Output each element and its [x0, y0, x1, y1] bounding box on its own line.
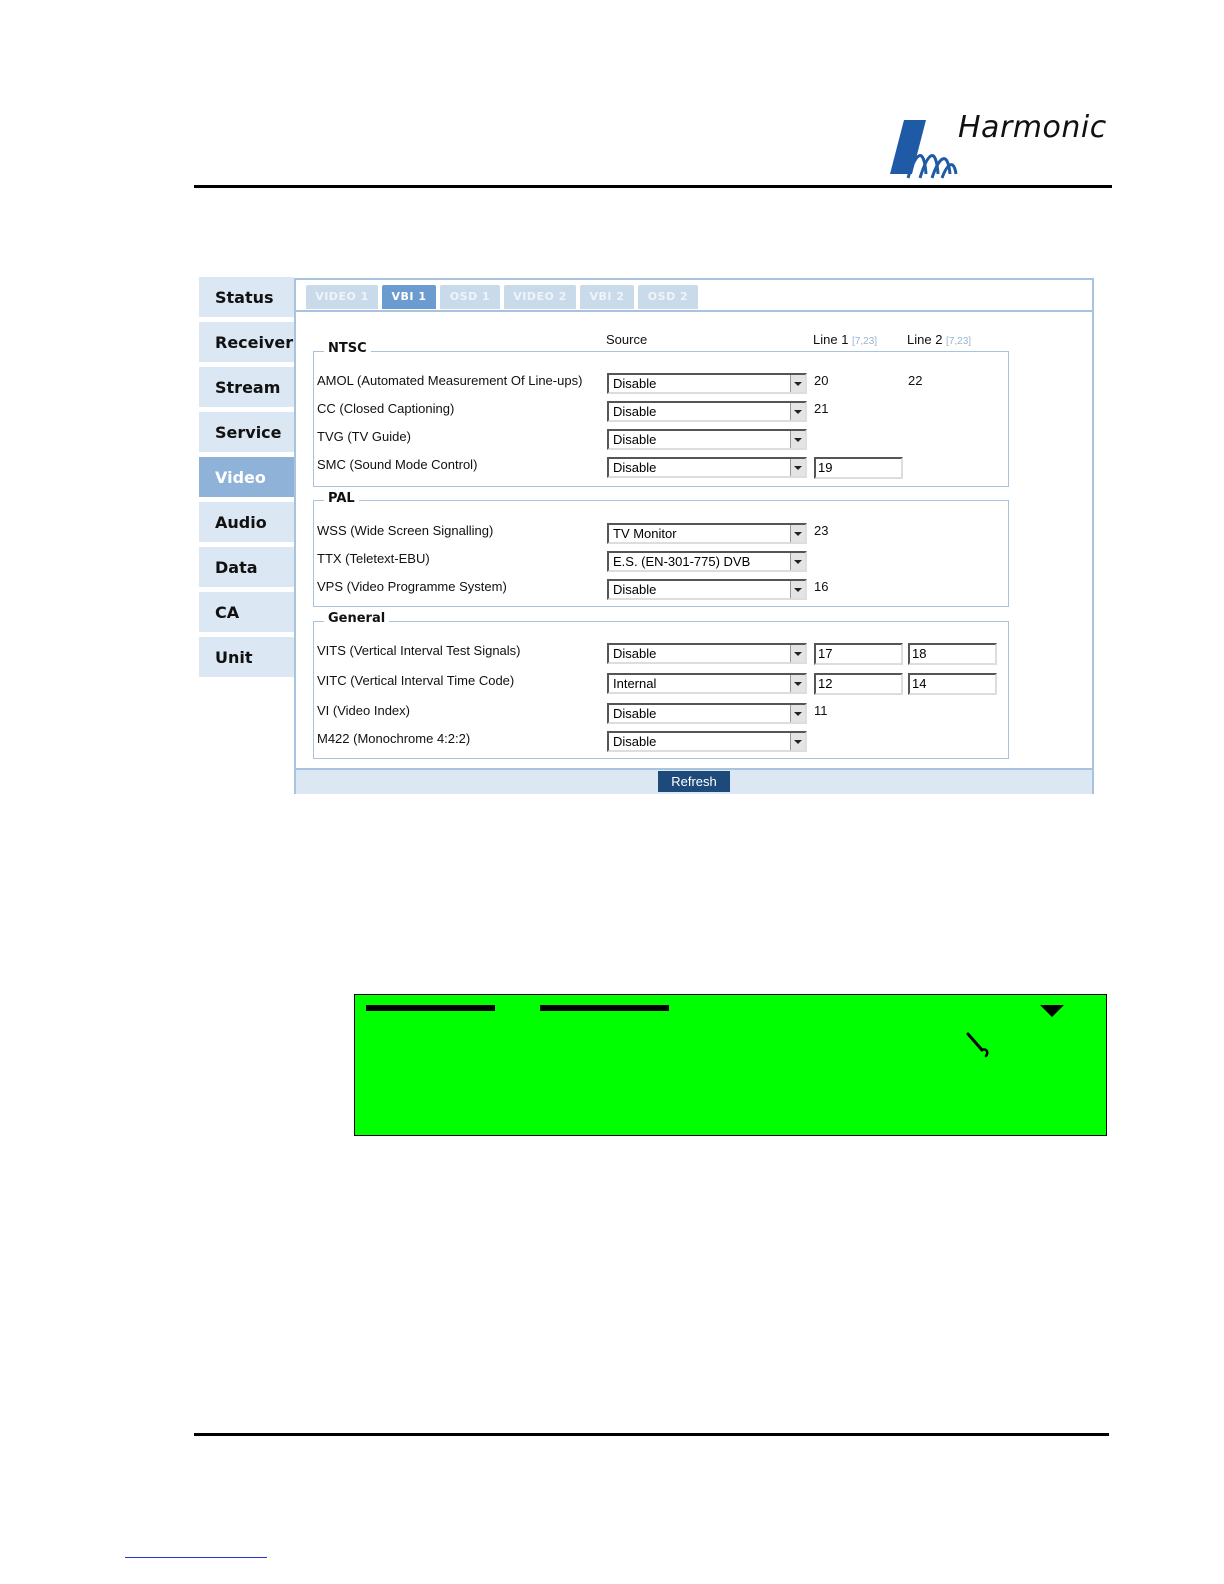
vitc-line2-input[interactable]: 14 — [908, 673, 997, 695]
tvg-source-select[interactable] — [607, 429, 807, 450]
lcd-display — [354, 994, 1107, 1136]
nav-video[interactable]: Video — [199, 457, 294, 498]
line2-range: [7,23] — [946, 336, 972, 347]
vits-line1-input[interactable]: 17 — [814, 643, 903, 665]
chevron-down-icon — [790, 705, 805, 722]
nav-audio[interactable]: Audio — [199, 502, 294, 543]
chevron-down-icon — [790, 431, 805, 448]
m422-source-value: Disable — [613, 734, 657, 749]
ttx-source-select[interactable] — [607, 551, 807, 572]
line1-column-header — [813, 332, 877, 347]
line2-column-header — [907, 332, 971, 347]
tab-video-2[interactable]: VIDEO 2 — [504, 285, 576, 309]
m422-source-select[interactable] — [607, 731, 807, 752]
pal-legend: PAL — [324, 491, 359, 506]
chevron-down-icon — [790, 733, 805, 750]
ntsc-legend: NTSC — [324, 341, 371, 356]
vits-label: VITS (Vertical Interval Test Signals) — [317, 643, 521, 658]
vitc-source-select[interactable] — [607, 673, 807, 694]
nav-service[interactable]: Service — [199, 412, 294, 453]
nav-data[interactable]: Data — [199, 547, 294, 588]
lcd-text-bar — [366, 1005, 495, 1011]
tab-osd-2[interactable]: OSD 2 — [638, 285, 698, 309]
amol-line2: 22 — [908, 373, 923, 388]
header-divider — [194, 185, 1112, 188]
vps-source-select[interactable] — [607, 579, 807, 600]
chevron-down-icon — [790, 675, 805, 692]
tab-osd-1[interactable]: OSD 1 — [440, 285, 500, 309]
chevron-down-icon — [790, 375, 805, 392]
nav-status[interactable]: Status — [199, 277, 294, 318]
refresh-button[interactable]: Refresh — [658, 771, 730, 792]
smc-source-value: Disable — [613, 460, 657, 475]
vi-source-value: Disable — [613, 706, 657, 721]
wss-line1: 23 — [814, 523, 829, 538]
line2-header-label: Line 2 — [907, 332, 943, 347]
source-column-header: Source — [606, 332, 648, 347]
smc-source-select[interactable] — [607, 457, 807, 478]
smc-label: SMC (Sound Mode Control) — [317, 457, 478, 472]
footer-divider — [194, 1433, 1109, 1436]
wss-source-value: TV Monitor — [613, 526, 677, 541]
down-arrow-icon — [1040, 1005, 1064, 1017]
ttx-label: TTX (Teletext-EBU) — [317, 551, 430, 566]
vitc-source-value: Internal — [613, 676, 657, 691]
tab-vbi-2[interactable]: VBI 2 — [580, 285, 634, 309]
vits-line2-input[interactable]: 18 — [908, 643, 997, 665]
amol-source-select[interactable] — [607, 373, 807, 394]
chevron-down-icon — [790, 581, 805, 598]
lcd-text-bar — [540, 1005, 669, 1011]
cc-source-value: Disable — [613, 404, 657, 419]
line1-range: [7,23] — [852, 336, 878, 347]
nav-stream[interactable]: Stream — [199, 367, 294, 408]
wss-source-select[interactable] — [607, 523, 807, 544]
tab-video-1[interactable]: VIDEO 1 — [306, 285, 378, 309]
wss-label: WSS (Wide Screen Signalling) — [317, 523, 494, 538]
general-legend: General — [324, 611, 389, 626]
vi-source-select[interactable] — [607, 703, 807, 724]
chevron-down-icon — [790, 459, 805, 476]
line1-header-label: Line 1 — [813, 332, 849, 347]
m422-label: M422 (Monochrome 4:2:2) — [317, 731, 471, 746]
tab-vbi-1[interactable]: VBI 1 — [382, 285, 436, 309]
nav-unit[interactable]: Unit — [199, 637, 294, 678]
cc-label: CC (Closed Captioning) — [317, 401, 455, 416]
vps-source-value: Disable — [613, 582, 657, 597]
vits-source-value: Disable — [613, 646, 657, 661]
vitc-line1-input[interactable]: 12 — [814, 673, 903, 695]
amol-source-value: Disable — [613, 376, 657, 391]
vi-line1: 11 — [814, 703, 828, 718]
tvg-source-value: Disable — [613, 432, 657, 447]
tvg-label: TVG (TV Guide) — [317, 429, 411, 444]
chevron-down-icon — [790, 553, 805, 570]
amol-label: AMOL (Automated Measurement Of Line-ups) — [317, 373, 583, 388]
ttx-source-value: E.S. (EN-301-775) DVB — [613, 554, 751, 569]
footer-link-underline — [125, 1557, 267, 1558]
wrench-icon — [962, 1030, 992, 1060]
nav-receiver[interactable]: Receiver — [199, 322, 294, 363]
vi-label: VI (Video Index) — [317, 703, 410, 718]
smc-line1-input[interactable]: 19 — [814, 457, 903, 479]
brand-name: Harmonic — [958, 110, 1107, 145]
nav-ca[interactable]: CA — [199, 592, 294, 633]
chevron-down-icon — [790, 645, 805, 662]
cc-line1: 21 — [814, 401, 829, 416]
chevron-down-icon — [790, 525, 805, 542]
vits-source-select[interactable] — [607, 643, 807, 664]
amol-line1: 20 — [814, 373, 829, 388]
vitc-label: VITC (Vertical Interval Time Code) — [317, 673, 515, 688]
cc-source-select[interactable] — [607, 401, 807, 422]
vps-line1: 16 — [814, 579, 829, 594]
chevron-down-icon — [790, 403, 805, 420]
vps-label: VPS (Video Programme System) — [317, 579, 507, 594]
